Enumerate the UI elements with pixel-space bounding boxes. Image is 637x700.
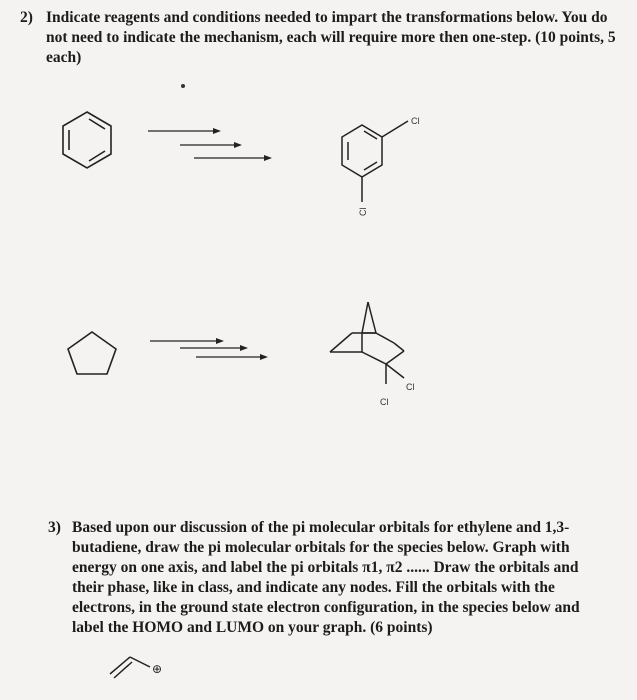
question-2-text: Indicate reagents and conditions needed to impart the transformations below. You do not need to indicate the mechanism, each will require more then one-step. (10 points, 5 each) xyxy=(46,9,616,66)
question-3-number: 3) xyxy=(48,519,61,536)
reaction-arrows-1 xyxy=(148,128,272,161)
cyclopentane-structure xyxy=(68,332,116,374)
chlorine-label: Cl xyxy=(411,116,420,126)
chlorine-label: Cl xyxy=(406,382,415,392)
chlorine-label: Cl xyxy=(358,207,368,216)
allyl-cation-structure xyxy=(110,657,150,678)
positive-charge-symbol: ⊕ xyxy=(152,662,163,676)
chlorine-label: Cl xyxy=(380,397,389,407)
dichloro-bicyclic-structure xyxy=(330,302,404,384)
dichlorobenzene-structure xyxy=(342,121,408,202)
reaction-arrows-2 xyxy=(150,338,268,360)
question-3 xyxy=(48,518,608,638)
question-3-text: Based upon our discussion of the pi molecular orbitals for ethylene and 1,3-butadiene, draw the pi molecular orbitals for the species below. Graph with energy on one axis, and label the pi orbitals π1, π2 ...... Draw the orbitals and their phase, like in class, and indicate any nodes. Fill the orbitals with the electrons, in the ground state electron configuration, in the species below and label the HOMO and LUMO on your graph. (6 points) xyxy=(72,519,580,636)
stray-dot xyxy=(181,84,185,88)
question-2-number: 2) xyxy=(20,9,33,26)
benzene-structure xyxy=(63,112,111,168)
